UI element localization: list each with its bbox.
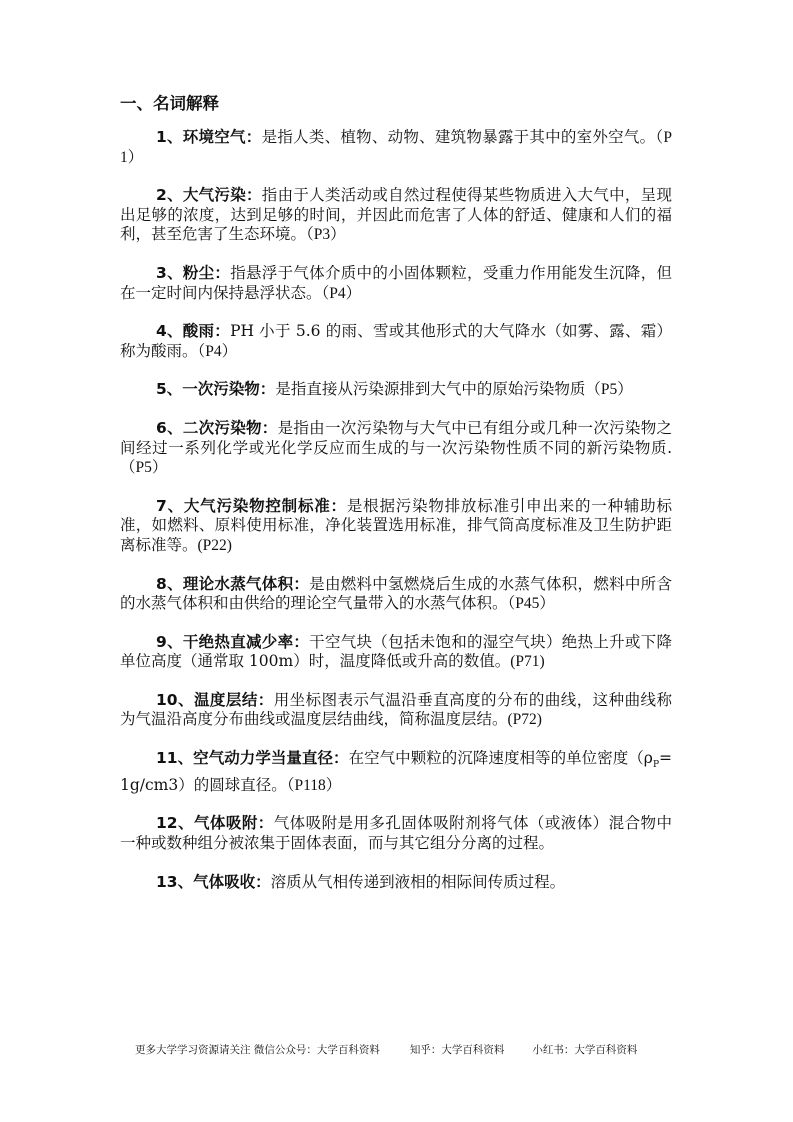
entry-definition: 用坐标图表示气温沿垂直高度的分布的曲线，这种曲线称为气温沿高度分布曲线或温度层结曲线，简称温度层结。 — [120, 690, 672, 729]
entry-term: 2、大气污染： — [156, 186, 262, 205]
entry-definition: 是由燃料中氢燃烧后生成的水蒸气体积，燃料中所含的水蒸气体积和由供给的理论空气量带入的水蒸气体积。 — [120, 574, 672, 613]
entry-ref: (P22) — [197, 536, 232, 554]
entry-7 — [120, 497, 672, 556]
entry-definition: 是根据污染物排放标准引申出来的一种辅助标准，如燃料、原料使用标准，净化装置选用标准，排气筒高度标准及卫生防护距离标准等。 — [120, 496, 672, 554]
entry-definition: 气体吸附是用多孔固体吸附剂将气体（或液体）混合物中一种或数种组分被浓集于固体表面，而与其它组分分离的过程。 — [120, 814, 672, 852]
page-footer — [135, 1042, 637, 1057]
document-body — [120, 92, 672, 911]
entry-definition-cont: =1g/cm3）的圆球直径。 — [120, 749, 672, 794]
entry-ref: （P1） — [120, 129, 672, 166]
entry-definition: 是指人类、植物、动物、建筑物暴露于其中的室外空气。 — [261, 128, 656, 146]
entry-definition: 指悬浮于气体介质中的小固体颗粒，受重力作用能发生沉降，但在一定时间内保持悬浮状态。 — [120, 263, 672, 302]
entry-6 — [120, 419, 672, 478]
footer-zhihu: 知乎：大学百科资料 — [409, 1044, 505, 1056]
section-title: 一、名词解释 — [120, 94, 219, 113]
entry-ref: （P5） — [120, 459, 168, 477]
entry-subscript: P — [652, 760, 659, 771]
entry-ref: （P118） — [286, 776, 342, 794]
entry-term: 9、干绝热直减少率： — [156, 632, 310, 651]
entry-ref: （P5） — [585, 381, 633, 399]
entry-definition: 在空气中颗粒的沉降速度相等的单位密度（ρ — [348, 749, 653, 768]
entry-term: 8、理论水蒸气体积： — [156, 574, 310, 593]
entry-definition: 是指直接从污染源排到大气中的原始污染物质 — [275, 380, 586, 399]
entry-3 — [120, 264, 672, 303]
entry-8 — [120, 575, 672, 614]
entry-11 — [120, 749, 672, 795]
entry-term: 13、气体吸收： — [156, 872, 271, 891]
entry-ref: （P45） — [507, 595, 555, 613]
entry-term: 3、粉尘： — [156, 263, 231, 282]
entry-ref: (P72) — [507, 711, 542, 729]
footer-wechat: 更多大学学习资源请关注 微信公众号：大学百科资料 — [135, 1044, 380, 1056]
entry-12 — [120, 814, 672, 853]
footer-xiaohongshu: 小红书：大学百科资料 — [532, 1044, 638, 1056]
entry-ref: (P71) — [510, 653, 545, 671]
entry-ref: （P4） — [197, 342, 238, 360]
entry-13 — [120, 873, 672, 893]
entry-definition: 是指由一次污染物与大气中已有组分或几种一次污染物之间经过一系列化学或光化学反应而生成的与一次污染物性质不同的新污染物质. — [120, 418, 672, 457]
entry-term: 10、温度层结： — [156, 690, 274, 709]
entry-ref: （P3） — [306, 226, 346, 244]
entry-term: 12、气体吸附： — [156, 814, 274, 833]
entry-term: 5、一次污染物： — [156, 380, 276, 399]
entry-ref: （P4） — [321, 284, 362, 302]
entry-5 — [120, 380, 672, 400]
entry-definition: PH 小于 5.6 的雨、雪或其他形式的大气降水（如雾、露、霜）称为酸雨。 — [120, 322, 672, 360]
entry-term: 1、环境空气： — [156, 128, 262, 146]
entry-term: 11、空气动力学当量直径： — [156, 749, 349, 768]
entry-4 — [120, 322, 672, 361]
entry-term: 6、二次污染物： — [156, 418, 278, 437]
entry-9 — [120, 633, 672, 672]
entry-1 — [120, 128, 672, 167]
entry-definition: 指由于人类活动或自然过程使得某些物质进入大气中，呈现出足够的浓度，达到足够的时间，并因此而危害了人体的舒适、健康和人们的福利，甚至危害了生态环境。 — [120, 186, 672, 244]
entry-term: 7、大气污染物控制标准： — [156, 496, 347, 515]
entry-10 — [120, 691, 672, 730]
entry-term: 4、酸雨： — [156, 322, 231, 341]
entry-definition: 溶质从气相传递到液相的相际间传质过程。 — [270, 872, 566, 891]
entry-2 — [120, 186, 672, 245]
entry-definition: 干空气块（包括未饱和的湿空气块）绝热上升或下降单位高度（通常取 100m）时，温度降低或升高的数值。 — [120, 632, 672, 671]
